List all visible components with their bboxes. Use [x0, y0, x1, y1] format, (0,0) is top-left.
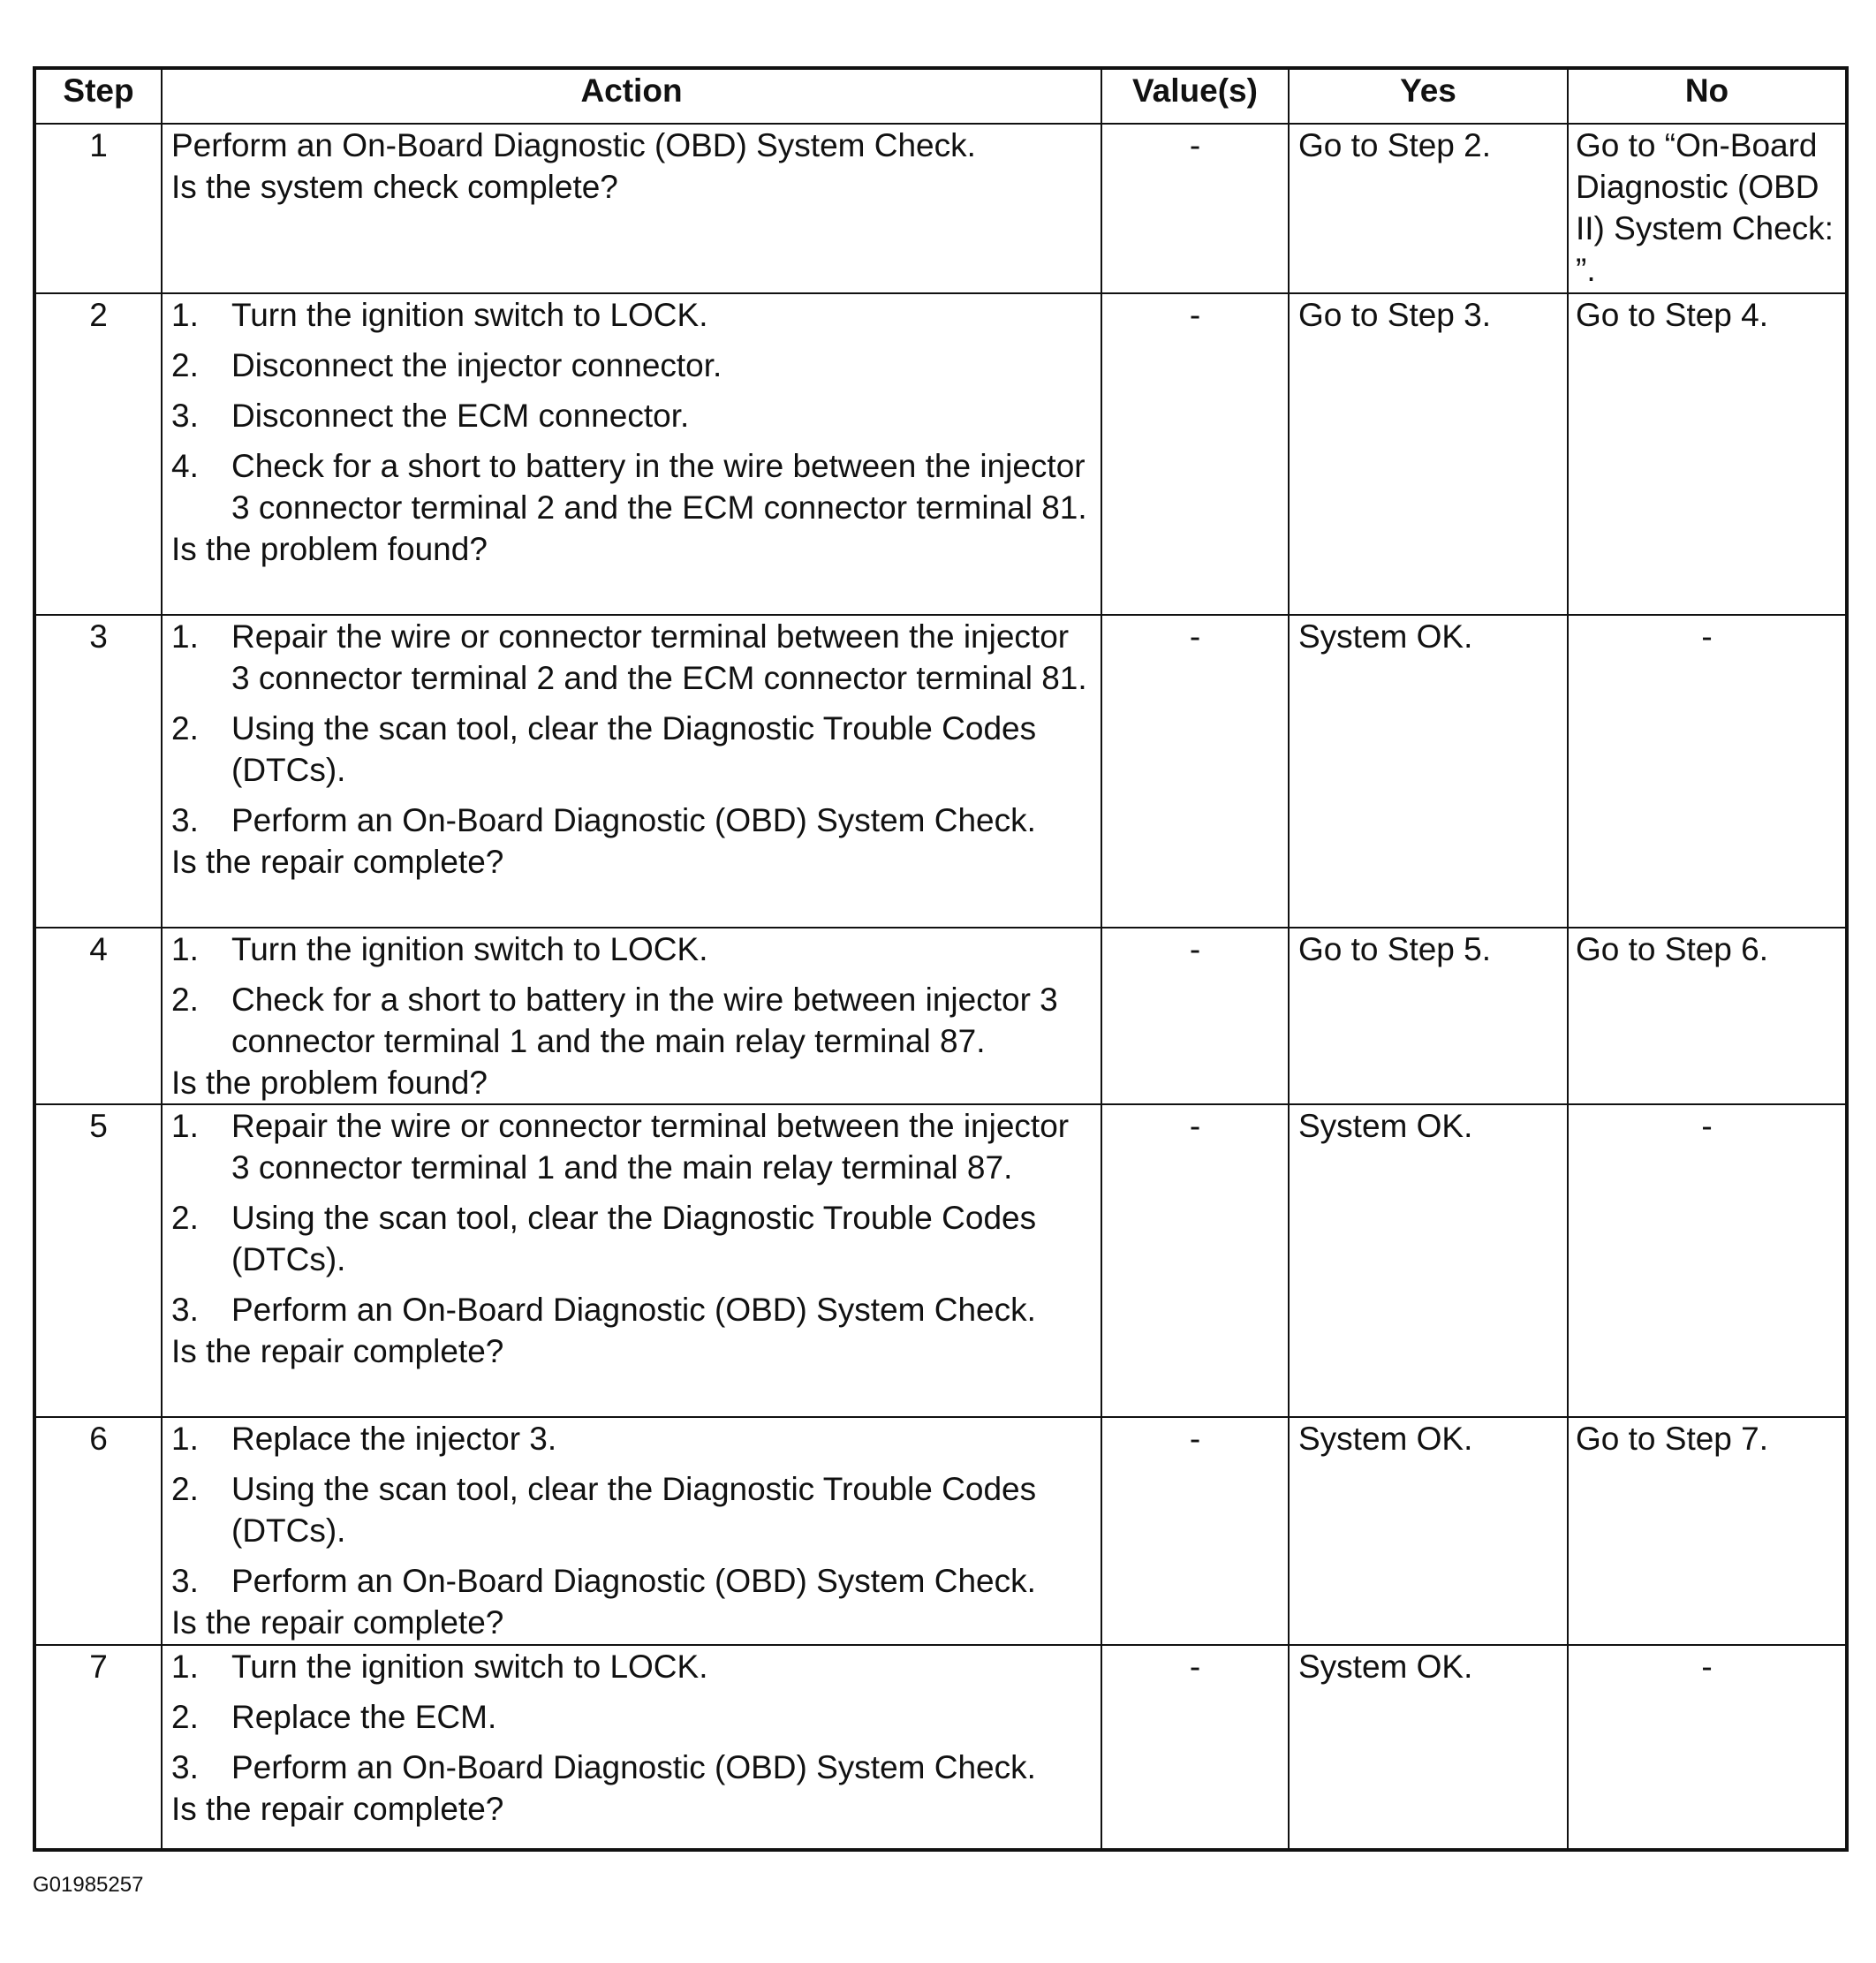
action-step-text: Repair the wire or connector terminal between the injector 3 connector terminal 2 and the ECM connector terminal 81. [231, 618, 1087, 696]
action-step-number: 3. [171, 398, 199, 434]
header-yes: Yes [1289, 68, 1568, 124]
action-step-number: 1. [171, 297, 199, 333]
table-row [34, 1645, 1847, 1850]
action-step-number: 1. [171, 1108, 199, 1144]
action-step-number: 2. [171, 347, 199, 383]
table-row [34, 124, 1847, 293]
step-number: 3 [34, 615, 162, 928]
action-step-number: 2. [171, 1200, 199, 1236]
action-step-text: Disconnect the injector connector. [231, 347, 722, 383]
table-row [34, 928, 1847, 1104]
action-step-text: Perform an On-Board Diagnostic (OBD) System Check. [231, 802, 1036, 838]
no-cell: - [1568, 615, 1847, 928]
action-step-text: Using the scan tool, clear the Diagnostic Trouble Codes (DTCs). [231, 1200, 1037, 1277]
value-cell: - [1101, 1417, 1289, 1645]
action-step-text: Replace the ECM. [231, 1699, 497, 1735]
no-cell: Go to Step 7. [1568, 1417, 1847, 1645]
action-question: Is the repair complete? [171, 1604, 504, 1641]
action-cell [162, 928, 1101, 1104]
action-step-text: Check for a short to battery in the wire between injector 3 connector terminal 1 and the main relay terminal 87. [231, 982, 1058, 1059]
step-number: 1 [34, 124, 162, 293]
yes-cell: Go to Step 3. [1289, 293, 1568, 615]
action-question: Is the repair complete? [171, 1333, 504, 1369]
no-cell: Go to “On-Board Diagnostic (OBD II) System Check: ”. [1568, 124, 1847, 293]
value-cell: - [1101, 1645, 1289, 1850]
step-number: 4 [34, 928, 162, 1104]
table-body [34, 124, 1847, 1850]
table-row [34, 1104, 1847, 1417]
value-cell: - [1101, 928, 1289, 1104]
action-steps [171, 616, 1092, 841]
diagnostic-table [33, 66, 1849, 1852]
action-step-text: Check for a short to battery in the wire between the injector 3 connector terminal 2 and the ECM connector terminal 81. [231, 448, 1087, 526]
action-cell [162, 1417, 1101, 1645]
action-step-text: Disconnect the ECM connector. [231, 398, 690, 434]
header-action: Action [162, 68, 1101, 124]
action-step-number: 2. [171, 982, 199, 1018]
action-question: Is the problem found? [171, 1065, 488, 1101]
action-step-number: 1. [171, 618, 199, 655]
action-steps [171, 1646, 1092, 1788]
action-step-item [171, 1468, 1092, 1551]
action-step-item [171, 445, 1092, 528]
action-question: Is the problem found? [171, 531, 488, 567]
action-question: Is the repair complete? [171, 1791, 504, 1827]
action-step-number: 1. [171, 931, 199, 967]
action-step-number: 4. [171, 448, 199, 484]
action-step-item [171, 1560, 1092, 1602]
action-step-item [171, 1646, 1092, 1687]
action-cell [162, 615, 1101, 928]
action-step-item [171, 708, 1092, 791]
action-step-text: Perform an On-Board Diagnostic (OBD) System Check. [231, 1292, 1036, 1328]
value-cell: - [1101, 1104, 1289, 1417]
action-step-text: Repair the wire or connector terminal between the injector 3 connector terminal 1 and the main relay terminal 87. [231, 1108, 1070, 1186]
action-question: Is the system check complete? [171, 169, 618, 205]
action-steps [171, 294, 1092, 528]
header-no: No [1568, 68, 1847, 124]
step-number: 5 [34, 1104, 162, 1417]
action-step-number: 3. [171, 1563, 199, 1599]
action-step-item [171, 928, 1092, 970]
action-step-text: Replace the injector 3. [231, 1421, 557, 1457]
action-step-item [171, 395, 1092, 436]
step-number: 2 [34, 293, 162, 615]
yes-cell: System OK. [1289, 1104, 1568, 1417]
yes-cell: System OK. [1289, 1417, 1568, 1645]
action-step-number: 2. [171, 1699, 199, 1735]
action-step-number: 3. [171, 802, 199, 838]
no-cell: - [1568, 1645, 1847, 1850]
action-steps [171, 928, 1092, 1062]
figure-id: G01985257 [33, 1873, 144, 1897]
no-cell: Go to Step 4. [1568, 293, 1847, 615]
action-step-number: 3. [171, 1749, 199, 1785]
table-row [34, 293, 1847, 615]
action-step-item [171, 616, 1092, 699]
yes-cell: System OK. [1289, 615, 1568, 928]
action-cell [162, 1645, 1101, 1850]
value-cell: - [1101, 615, 1289, 928]
action-step-item [171, 979, 1092, 1062]
step-number: 6 [34, 1417, 162, 1645]
table-row [34, 615, 1847, 928]
action-step-item [171, 1747, 1092, 1788]
action-step-text: Perform an On-Board Diagnostic (OBD) System Check. [231, 1749, 1036, 1785]
action-step-item [171, 345, 1092, 386]
action-step-item [171, 1418, 1092, 1459]
action-intro: Perform an On-Board Diagnostic (OBD) System Check. [171, 127, 976, 163]
action-cell [162, 293, 1101, 615]
action-cell [162, 1104, 1101, 1417]
action-step-number: 3. [171, 1292, 199, 1328]
table-row [34, 1417, 1847, 1645]
action-step-number: 1. [171, 1421, 199, 1457]
value-cell: - [1101, 124, 1289, 293]
action-step-item [171, 1289, 1092, 1330]
action-step-number: 1. [171, 1648, 199, 1685]
action-step-number: 2. [171, 710, 199, 747]
action-step-text: Using the scan tool, clear the Diagnostic Trouble Codes (DTCs). [231, 710, 1037, 788]
action-step-item [171, 1105, 1092, 1188]
yes-cell: Go to Step 5. [1289, 928, 1568, 1104]
header-row [34, 68, 1847, 124]
no-cell: - [1568, 1104, 1847, 1417]
action-steps [171, 1418, 1092, 1602]
action-step-item [171, 1696, 1092, 1738]
step-number: 7 [34, 1645, 162, 1850]
action-step-number: 2. [171, 1471, 199, 1507]
header-values: Value(s) [1101, 68, 1289, 124]
action-step-text: Turn the ignition switch to LOCK. [231, 297, 708, 333]
yes-cell: Go to Step 2. [1289, 124, 1568, 293]
action-step-text: Using the scan tool, clear the Diagnostic Trouble Codes (DTCs). [231, 1471, 1037, 1549]
action-step-item [171, 1197, 1092, 1280]
header-step: Step [34, 68, 162, 124]
yes-cell: System OK. [1289, 1645, 1568, 1850]
action-step-text: Turn the ignition switch to LOCK. [231, 931, 708, 967]
value-cell: - [1101, 293, 1289, 615]
no-cell: Go to Step 6. [1568, 928, 1847, 1104]
action-step-item [171, 800, 1092, 841]
action-steps [171, 1105, 1092, 1330]
action-step-text: Turn the ignition switch to LOCK. [231, 1648, 708, 1685]
action-cell [162, 124, 1101, 293]
action-step-item [171, 294, 1092, 336]
action-step-text: Perform an On-Board Diagnostic (OBD) System Check. [231, 1563, 1036, 1599]
action-question: Is the repair complete? [171, 844, 504, 880]
